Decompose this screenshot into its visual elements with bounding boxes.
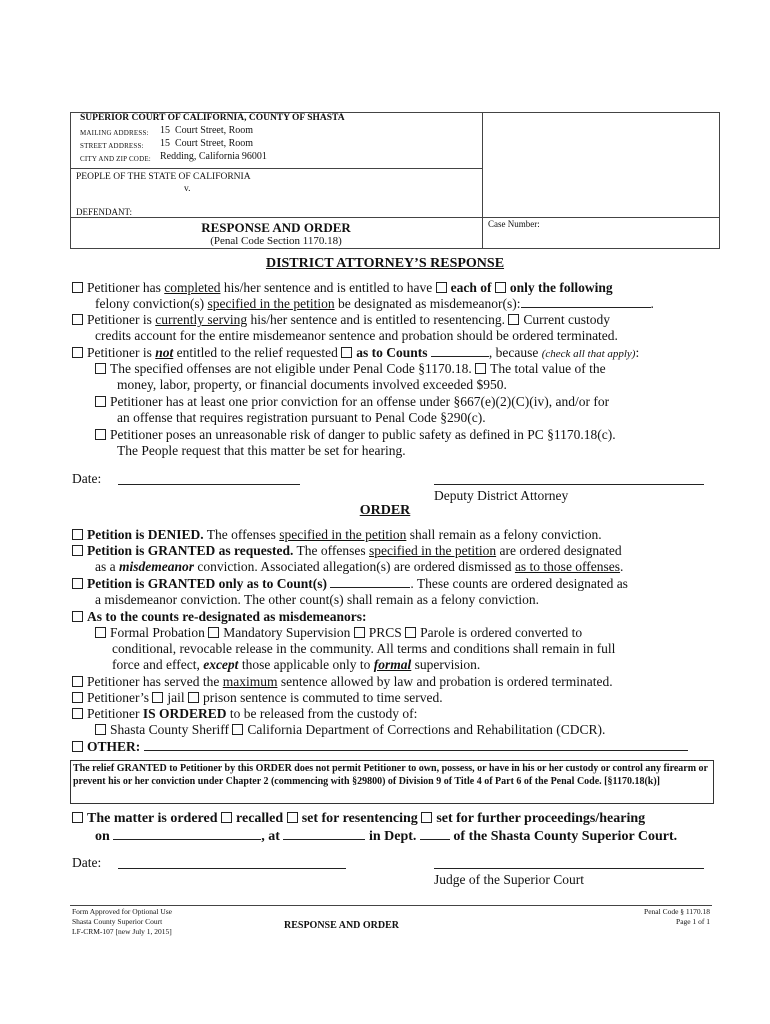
resentencing-checkbox[interactable]	[287, 812, 298, 823]
hearing-date-field[interactable]	[113, 839, 261, 840]
da-line-3: Petitioner is currently serving his/her sentence and is entitled to resentencing. Current custody	[72, 312, 610, 328]
counts-field[interactable]	[431, 356, 489, 357]
footer-rule	[70, 905, 712, 906]
footer-title: RESPONSE AND ORDER	[284, 920, 400, 931]
further-proceedings-checkbox[interactable]	[421, 812, 432, 823]
hearing-line-1: The matter is ordered recalled set for resentencing set for further proceedings/hearing	[72, 811, 645, 827]
caption-divider-2	[70, 217, 720, 218]
order-line-5: a misdemeanor conviction. The other count(s) shall remain as a felony conviction.	[95, 592, 539, 607]
order-line-3: as a misdemeanor conviction. Associated allegation(s) are ordered dismissed as to those offenses.	[95, 559, 624, 574]
da-line-7: money, labor, property, or financial documents involved exceeded $950.	[117, 377, 507, 392]
misdemeanor-field[interactable]	[521, 307, 651, 308]
completed-checkbox[interactable]	[72, 282, 83, 293]
footer-left-1: Form Approved for Optional Use	[72, 907, 172, 916]
recalled-checkbox[interactable]	[221, 812, 232, 823]
as-to-counts-checkbox[interactable]	[341, 347, 352, 358]
footer-left-3: LF-CRM-107 [new July 1, 2015]	[72, 927, 172, 936]
footer-right-1: Penal Code § 1170.18	[644, 907, 710, 916]
order-line-14: OTHER:	[72, 739, 688, 755]
versus: v.	[184, 184, 191, 194]
city-label: CITY AND ZIP CODE:	[80, 155, 151, 163]
city-value: Redding, California 96001	[160, 151, 267, 162]
cdcr-checkbox[interactable]	[232, 724, 243, 735]
released-checkbox[interactable]	[72, 708, 83, 719]
granted-checkbox[interactable]	[72, 545, 83, 556]
order-line-7: Formal Probation Mandatory Supervision PRCS Parole is ordered converted to	[95, 625, 582, 641]
not-eligible-checkbox[interactable]	[95, 363, 106, 374]
mandatory-supervision-checkbox[interactable]	[208, 627, 219, 638]
da-line-4: credits account for the entire misdemeanor sentence and probation should be ordered terminated.	[95, 328, 618, 343]
da-date-label: Date:	[72, 471, 102, 486]
order-line-4: Petition is GRANTED only as to Count(s) . These counts are ordered designated as	[72, 576, 628, 592]
court-name: SUPERIOR COURT OF CALIFORNIA, COUNTY OF SHASTA	[80, 113, 345, 123]
prison-checkbox[interactable]	[188, 692, 199, 703]
formal-probation-checkbox[interactable]	[95, 627, 106, 638]
commuted-checkbox[interactable]	[72, 692, 83, 703]
footer-left-2: Shasta County Superior Court	[72, 917, 163, 926]
other-field[interactable]	[144, 750, 688, 751]
street-value: 15 Court Street, Room	[160, 138, 254, 149]
da-heading: DISTRICT ATTORNEY’S RESPONSE	[265, 256, 505, 271]
prior-conviction-checkbox[interactable]	[95, 396, 106, 407]
risk-of-danger-checkbox[interactable]	[95, 429, 106, 440]
form-subtitle: (Penal Code Section 1170.18)	[210, 235, 342, 247]
caption-divider-1	[70, 168, 482, 169]
da-line-2: felony conviction(s) specified in the petition be designated as misdemeanor(s): .	[95, 296, 654, 311]
form-title: RESPONSE AND ORDER	[201, 220, 351, 235]
order-line-6: As to the counts re-designated as misdemeanors:	[72, 609, 367, 625]
parole-checkbox[interactable]	[405, 627, 416, 638]
mailing-label: MAILING ADDRESS:	[80, 129, 149, 137]
order-line-2: Petition is GRANTED as requested. The offenses specified in the petition are ordered designated	[72, 543, 622, 559]
da-line-8: Petitioner has at least one prior conviction for an offense under §667(e)(2)(C)(iv), and/or for	[95, 394, 609, 410]
defendant-label: DEFENDANT:	[76, 207, 133, 217]
order-line-11: Petitioner’s jail prison sentence is commuted to time served.	[72, 690, 443, 706]
denied-checkbox[interactable]	[72, 529, 83, 540]
caption-divider-vertical	[482, 112, 483, 249]
da-signer: Deputy District Attorney	[434, 488, 569, 503]
case-number-label: Case Number:	[488, 219, 540, 229]
judge-date-label: Date:	[72, 855, 102, 870]
order-line-9: force and effect, except those applicable only to formal supervision.	[112, 657, 481, 672]
other-checkbox[interactable]	[72, 741, 83, 752]
da-line-6: The specified offenses are not eligible under Penal Code §1170.18. The total value of the	[95, 361, 606, 377]
currently-serving-checkbox[interactable]	[72, 314, 83, 325]
order-line-12: Petitioner IS ORDERED to be released from the custody of:	[72, 706, 417, 722]
order-heading: ORDER	[359, 503, 411, 518]
hearing-line-2: on , at in Dept. of the Shasta County Superior Court.	[95, 829, 678, 844]
not-entitled-checkbox[interactable]	[72, 347, 83, 358]
sheriff-checkbox[interactable]	[95, 724, 106, 735]
footer-page: Page 1 of 1	[676, 917, 710, 926]
da-date-field[interactable]	[118, 484, 300, 485]
granted-counts-checkbox[interactable]	[72, 578, 83, 589]
judge-date-field[interactable]	[118, 868, 346, 869]
each-of-checkbox[interactable]	[436, 282, 447, 293]
hearing-time-field[interactable]	[283, 839, 365, 840]
mailing-value: 15 Court Street, Room	[160, 125, 254, 136]
jail-checkbox[interactable]	[152, 692, 163, 703]
da-line-1: Petitioner has completed his/her sentence and is entitled to have each of only the following	[72, 280, 613, 296]
da-line-11: The People request that this matter be set for hearing.	[117, 443, 406, 458]
da-signature-line[interactable]	[434, 484, 704, 485]
da-line-9: an offense that requires registration pursuant to Penal Code §290(c).	[117, 410, 486, 425]
order-line-10: Petitioner has served the maximum sentence allowed by law and probation is ordered terminated.	[72, 674, 613, 690]
custody-credits-checkbox[interactable]	[508, 314, 519, 325]
prcs-checkbox[interactable]	[354, 627, 365, 638]
only-following-checkbox[interactable]	[495, 282, 506, 293]
order-line-1: Petition is DENIED. The offenses specified in the petition shall remain as a felony conviction.	[72, 527, 602, 543]
judge-signer: Judge of the Superior Court	[434, 872, 584, 887]
people-caption: PEOPLE OF THE STATE OF CALIFORNIA	[76, 172, 251, 182]
granted-counts-field[interactable]	[330, 587, 410, 588]
dept-field[interactable]	[420, 839, 450, 840]
over-950-checkbox[interactable]	[475, 363, 486, 374]
judge-signature-line[interactable]	[434, 868, 704, 869]
street-label: STREET ADDRESS:	[80, 142, 144, 150]
da-line-5: Petitioner is not entitled to the relief requested as to Counts , because (check all that apply):	[72, 345, 639, 362]
order-line-8: conditional, revocable release in the community. All terms and conditions shall remain in full	[112, 641, 616, 656]
redesignated-checkbox[interactable]	[72, 611, 83, 622]
matter-ordered-checkbox[interactable]	[72, 812, 83, 823]
order-line-13: Shasta County Sheriff California Department of Corrections and Rehabilitation (CDCR).	[95, 722, 605, 738]
firearm-notice-text: The relief GRANTED to Petitioner by this ORDER does not permit Petitioner to own, possess, or have in his or her custody or control any firearm or prevent his or her conviction under Chapter 2 (commencing with §29800) of Division 9 of Title 4 of Part 6 of the Penal Code. [§1170.18(k)]	[73, 763, 708, 787]
served-maximum-checkbox[interactable]	[72, 676, 83, 687]
da-line-10: Petitioner poses an unreasonable risk of danger to public safety as defined in PC §1170.18(c).	[95, 427, 616, 443]
